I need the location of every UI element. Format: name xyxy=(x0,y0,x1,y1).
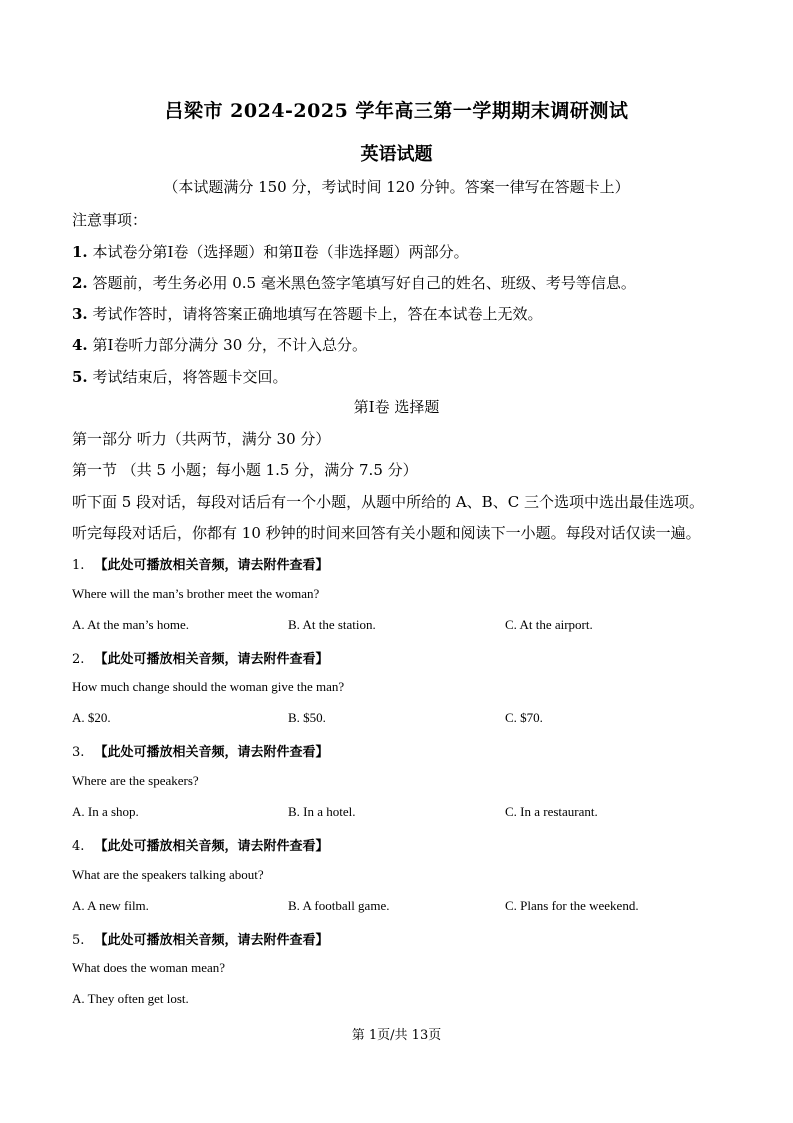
note-number: 1. xyxy=(72,243,88,261)
note-text: 本试卷分第Ⅰ卷（选择题）和第Ⅱ卷（非选择题）两部分。 xyxy=(92,243,469,261)
note-number: 2. xyxy=(72,274,88,292)
audio-placeholder[interactable]: 【此处可播放相关音频，请去附件查看】 xyxy=(94,839,329,854)
audio-placeholder[interactable]: 【此处可播放相关音频，请去附件查看】 xyxy=(94,745,329,760)
question-4-option-c: C. Plans for the weekend. xyxy=(505,898,639,913)
note-text: 答题前，考生务必用 0.5 毫米黑色签字笔填写好自己的姓名、班级、考号等信息。 xyxy=(92,274,636,292)
note-item-1 xyxy=(72,241,469,262)
question-number: 1. xyxy=(72,558,85,573)
question-2-option-c: C. $70. xyxy=(505,710,543,725)
question-4-prompt: What are the speakers talking about? xyxy=(72,867,264,882)
note-item-5 xyxy=(72,366,287,387)
question-4-header xyxy=(72,835,329,854)
question-3-prompt: Where are the speakers? xyxy=(72,773,199,788)
notes-heading: 注意事项： xyxy=(72,211,148,229)
question-3-option-a: A. In a shop. xyxy=(72,804,139,819)
question-4-option-a: A. A new film. xyxy=(72,898,149,913)
subsection-title: 第一节 （共 5 小题；每小题 1.5 分，满分 7.5 分） xyxy=(72,461,418,479)
volume-title: 第Ⅰ卷 选择题 xyxy=(353,398,440,416)
note-item-3 xyxy=(72,303,542,324)
question-number: 4. xyxy=(72,839,85,854)
question-2-option-b: B. $50. xyxy=(288,710,326,725)
question-4-option-b: B. A football game. xyxy=(288,898,390,913)
audio-placeholder[interactable]: 【此处可播放相关音频，请去附件查看】 xyxy=(94,652,329,667)
note-item-4 xyxy=(72,334,367,355)
directions-line-1: 听下面 5 段对话，每段对话后有一个小题，从题中所给的 A、B、C 三个选项中选出最佳选项。 xyxy=(72,493,704,511)
note-text: 考试结束后，将答题卡交回。 xyxy=(92,368,288,386)
question-5-option-a: A. They often get lost. xyxy=(72,991,189,1006)
question-3-option-b: B. In a hotel. xyxy=(288,804,356,819)
question-3-option-c: C. In a restaurant. xyxy=(505,804,598,819)
question-1-option-a: A. At the man’s home. xyxy=(72,617,189,632)
question-1-option-b: B. At the station. xyxy=(288,617,376,632)
page-subtitle: 英语试题 xyxy=(360,144,433,165)
audio-placeholder[interactable]: 【此处可播放相关音频，请去附件查看】 xyxy=(94,558,329,573)
question-1-header xyxy=(72,554,329,573)
note-item-2 xyxy=(72,272,636,293)
note-number: 5. xyxy=(72,368,88,386)
question-number: 5. xyxy=(72,933,85,948)
part-title: 第一部分 听力（共两节，满分 30 分） xyxy=(72,430,331,448)
note-text: 考试作答时，请将答案正确地填写在答题卡上，答在本试卷上无效。 xyxy=(92,305,543,323)
question-1-option-c: C. At the airport. xyxy=(505,617,593,632)
note-number: 4. xyxy=(72,336,88,354)
question-1-prompt: Where will the man’s brother meet the woman? xyxy=(72,586,320,601)
question-number: 2. xyxy=(72,652,85,667)
question-5-prompt: What does the woman mean? xyxy=(72,960,226,975)
page-number: 第 1页/共 13页 xyxy=(351,1028,442,1043)
question-2-header xyxy=(72,648,329,667)
note-text: 第Ⅰ卷听力部分满分 30 分，不计入总分。 xyxy=(92,336,368,354)
question-2-option-a: A. $20. xyxy=(72,710,111,725)
directions-line-2: 听完每段对话后，你都有 10 秒钟的时间来回答有关小题和阅读下一小题。每段对话仅读一遍。 xyxy=(72,524,701,542)
question-number: 3. xyxy=(72,745,85,760)
page-title: 吕梁市 2024-2025 学年高三第一学期期末调研测试 xyxy=(164,100,629,122)
exam-instruction: （本试题满分 150 分，考试时间 120 分钟。答案一律写在答题卡上） xyxy=(163,178,630,196)
audio-placeholder[interactable]: 【此处可播放相关音频，请去附件查看】 xyxy=(94,933,329,948)
note-number: 3. xyxy=(72,305,88,323)
question-2-prompt: How much change should the woman give the man? xyxy=(72,679,345,694)
question-5-header xyxy=(72,929,329,948)
question-3-header xyxy=(72,741,329,760)
